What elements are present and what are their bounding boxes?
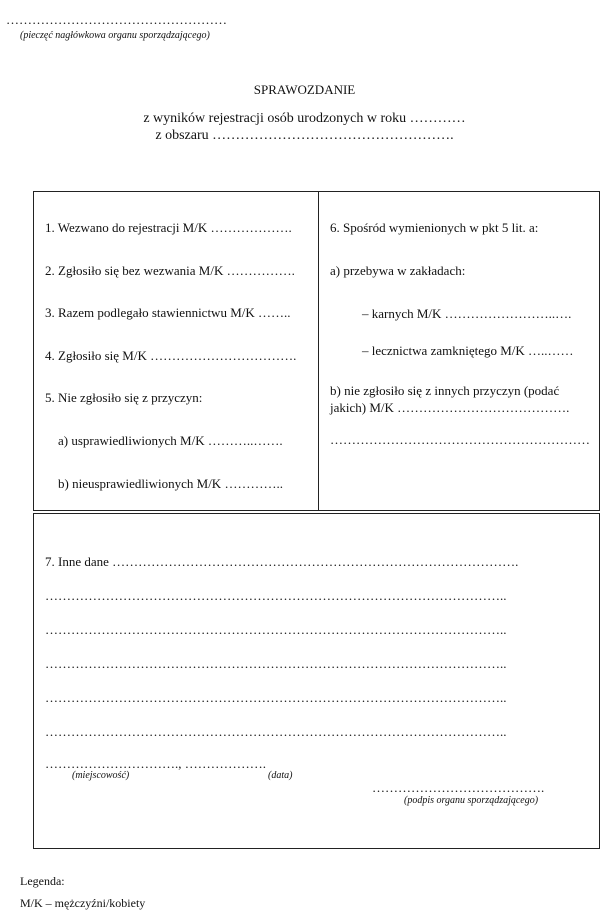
item-3-total-subject: 3. Razem podlegało stawiennictwu M/K …….. [45, 305, 291, 320]
stamp-caption: (pieczęć nagłówkowa organu sporządzającego) [20, 30, 210, 41]
item-6b-dotted-line: …………………………………………………… [330, 432, 590, 447]
date-caption: (data) [268, 770, 293, 781]
dotted-line-4: …………………………………………………………………………………………….. [45, 690, 507, 705]
legend-entry: M/K – mężczyźni/kobiety [20, 896, 146, 910]
item-6b-other-reasons: b) nie zgłosiło się z innych przyczyn (podać [330, 383, 560, 398]
top-box-divider [318, 191, 319, 511]
legend-title: Legenda: [20, 874, 65, 888]
item-5b-unexcused: b) nieusprawiedliwionych M/K ………….. [58, 476, 283, 491]
item-2-without-summons: 2. Zgłosiło się bez wezwania M/K ……………. [45, 263, 295, 278]
item-5a-excused: a) usprawiedliwionych M/K ………..……. [58, 433, 283, 448]
title-line-2: z obszaru ……………………………………………. [155, 128, 454, 143]
dotted-line-1: …………………………………………………………………………………………….. [45, 588, 507, 603]
item-7-other-data: 7. Inne dane …………………………………………………………………………………. [45, 554, 519, 569]
item-6-among-listed: 6. Spośród wymienionych w pkt 5 lit. a: [330, 220, 539, 235]
item-6a-in-institutions: a) przebywa w zakładach: [330, 263, 466, 278]
place-date-line: …………………………., ………………. [45, 756, 266, 771]
item-4-reported: 4. Zgłosiło się M/K ……………………………. [45, 348, 297, 363]
title-line-1: z wyników rejestracji osób urodzonych w roku ………… [143, 111, 466, 126]
dotted-line-5: …………………………………………………………………………………………….. [45, 724, 507, 739]
dotted-line-3: …………………………………………………………………………………………….. [45, 656, 507, 671]
item-5-not-reported: 5. Nie zgłosiło się z przyczyn: [45, 390, 203, 405]
place-caption: (miejscowość) [72, 770, 130, 781]
item-6a-penal: – karnych M/K ……………………..…. [362, 306, 572, 321]
item-6b-which: jakich) M/K …………………………………. [330, 400, 570, 415]
signature-caption: (podpis organu sporządzającego) [404, 795, 539, 806]
item-6a-closed-care: – lecznictwa zamkniętego M/K …..…… [362, 343, 574, 358]
dotted-line-2: …………………………………………………………………………………………….. [45, 622, 507, 637]
document-title: SPRAWOZDANIE [253, 82, 356, 97]
stamp-line: …………………………………………… [6, 12, 227, 27]
signature-line: …………………………………. [372, 780, 545, 795]
item-1-summoned: 1. Wezwano do rejestracji M/K ………………. [45, 220, 292, 235]
